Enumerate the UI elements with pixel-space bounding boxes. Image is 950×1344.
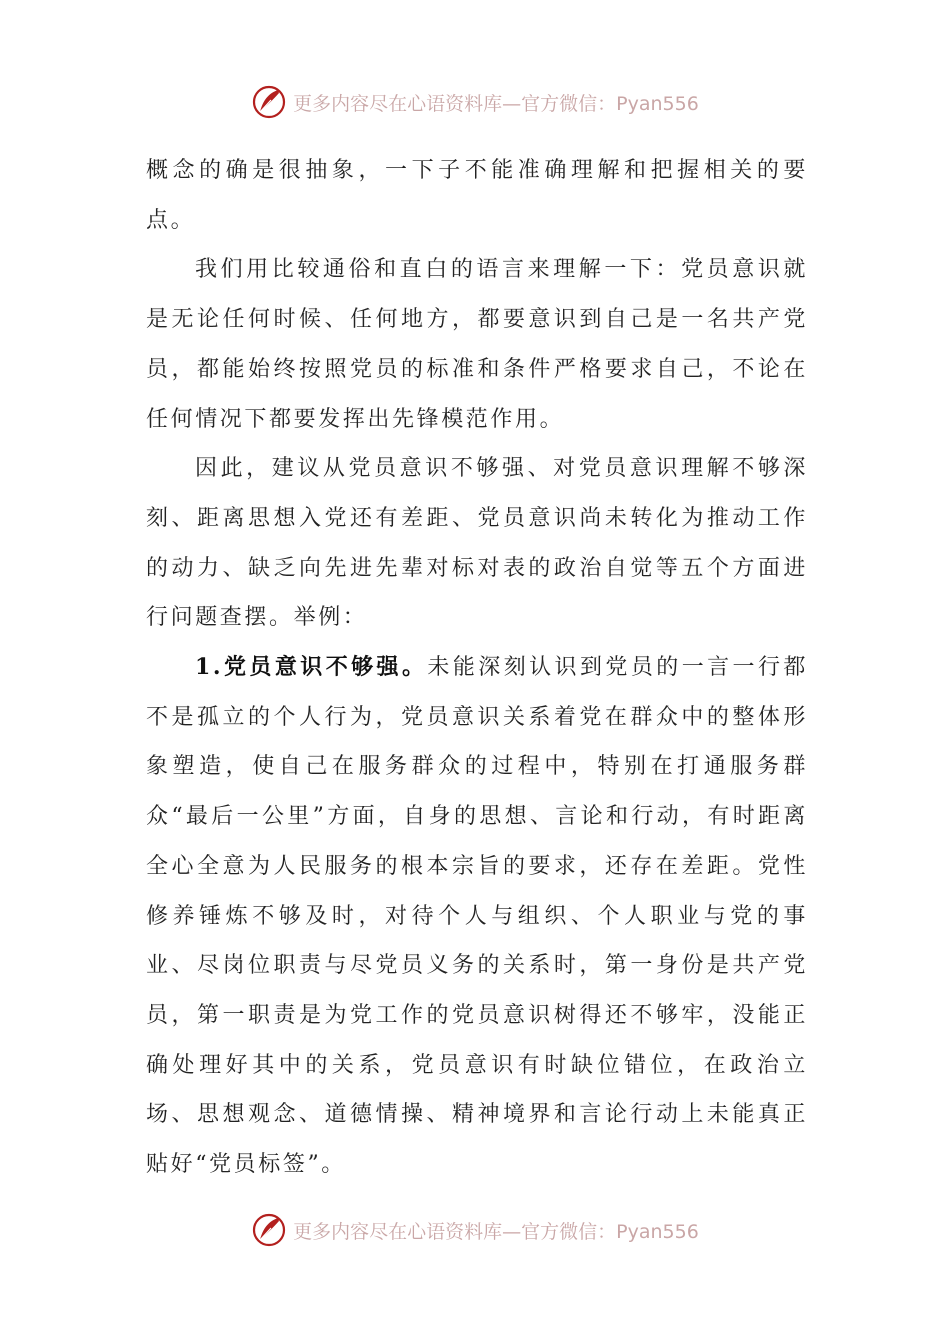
- watermark-footer: [0, 1210, 950, 1250]
- watermark-text: 更多内容尽在心语资料库—官方微信：Pyan556: [293, 1220, 699, 1243]
- feather-pen-logo-icon: [251, 84, 287, 120]
- paragraph-2: 我们用比较通俗和直白的语言来理解一下：党员意识就是无论任何时候、任何地方，都要意识到自己是一名共产党员，都能始终按照党员的标准和条件严格要求自己，不论在任何情况下都要发挥出先锋模范作用。: [146, 257, 808, 432]
- section-heading: 1.党员意识不够强。: [195, 654, 428, 681]
- wechat-id: Pyan556: [616, 1220, 699, 1243]
- document-body: [146, 146, 808, 1190]
- watermark-header: [0, 82, 950, 122]
- feather-pen-logo-icon: [251, 1212, 287, 1248]
- paragraph-1: 概念的确是很抽象，一下子不能准确理解和把握相关的要点。: [146, 158, 808, 233]
- wechat-id: Pyan556: [616, 92, 699, 115]
- watermark-text: 更多内容尽在心语资料库—官方微信：Pyan556: [293, 92, 699, 115]
- paragraph-4: [146, 643, 808, 1190]
- section-text: 未能深刻认识到党员的一言一行都不是孤立的个人行为，党员意识关系着党在群众中的整体形象塑造，使自己在服务群众的过程中，特别在打通服务群众“最后一公里”方面，自身的思想、言论和行动，有时距离全心全意为人民服务的根本宗旨的要求，还存在差距。党性修养锤炼不够及时，对待个人与组织、个人职业与党的事业、尽岗位职责与尽党员义务的关系时，第一身份是共产党员，第一职责是为党工作的党员意识树得还不够牢，没能正确处理好其中的关系，党员意识有时缺位错位，在政治立场、思想观念、道德情操、精神境界和言论行动上未能真正贴好“党员标签”。: [146, 655, 808, 1178]
- paragraph-3: 因此，建议从党员意识不够强、对党员意识理解不够深刻、距离思想入党还有差距、党员意识尚未转化为推动工作的动力、缺乏向先进先辈对标对表的政治自觉等五个方面进行问题查摆。举例：: [146, 456, 808, 631]
